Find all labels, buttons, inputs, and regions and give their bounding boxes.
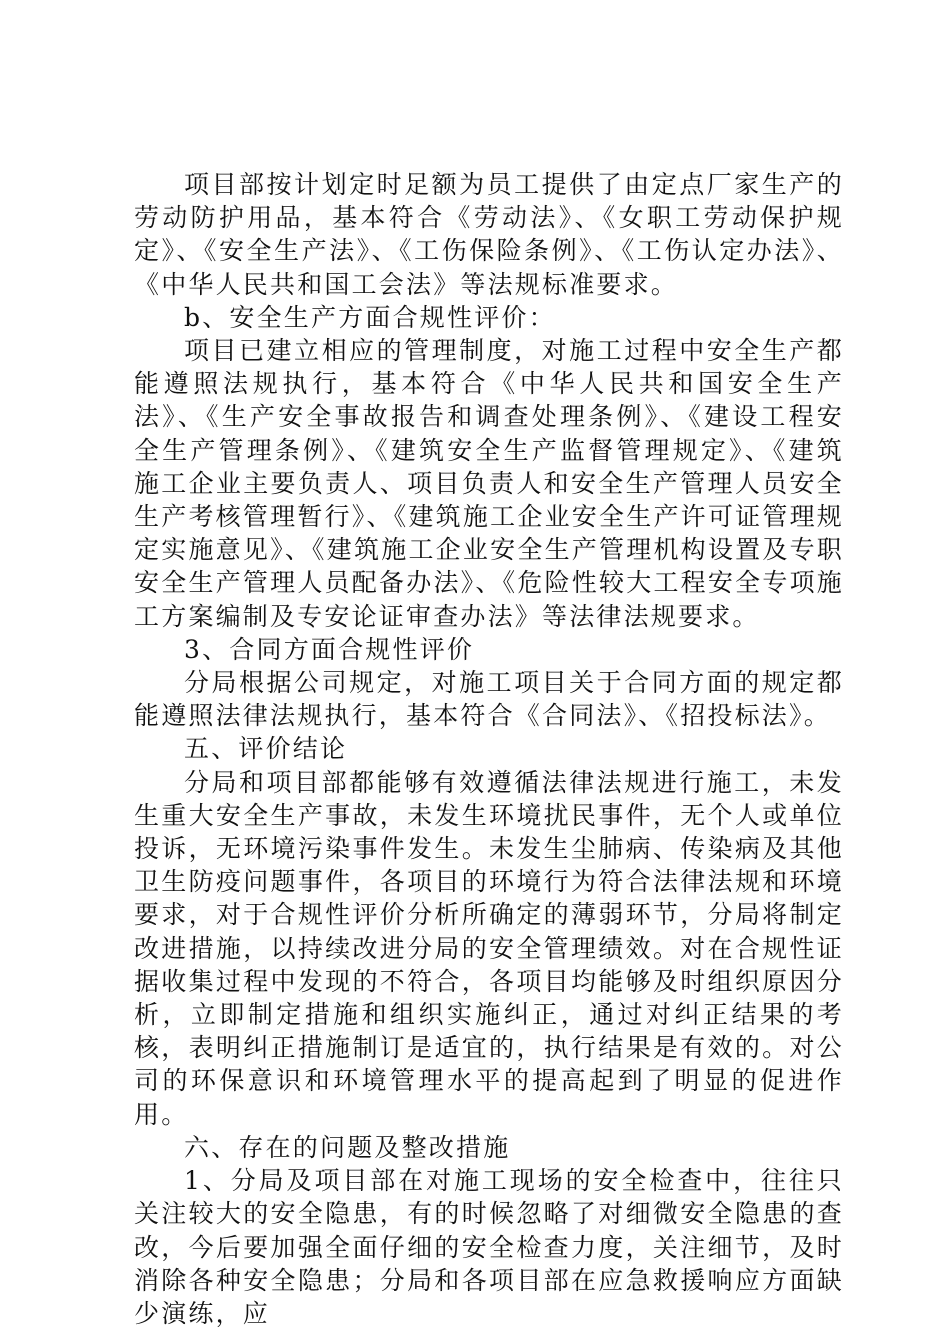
heading-problems-measures: 六、存在的问题及整改措施 xyxy=(184,1132,511,1162)
paragraph-safety-compliance: 项目已建立相应的管理制度，对施工过程中安全生产都能遵照法规执行，基本符合《中华人民共和国安全生产法》、《生产安全事故报告和调查处理条例》、《建设工程安全生产管理条例》、《建筑安全生产监督管理规定》、《建筑施工企业主要负责人、项目负责人和安全生产管理人员安全生产考核管理暂行》、《建筑施工企业安全生产许可证管理规定实施意见》、《建筑施工企业安全生产管理机构设置及专职安全生产管理人员配备办法》、《危险性较大工程安全专项施工方案编制及专安论证审查办法》等法律法规要求。 xyxy=(134,336,844,631)
paragraph-contract-compliance: 分局根据公司规定，对施工项目关于合同方面的规定都能遵照法律法规执行，基本符合《合同法》、《招投标法》。 xyxy=(134,668,844,731)
heading-safety-compliance: b、安全生产方面合规性评价： xyxy=(184,302,556,332)
heading-contract-compliance: 3、合同方面合规性评价 xyxy=(184,634,475,664)
paragraph-problems-measures: 1、分局及项目部在对施工现场的安全检查中，往往只关注较大的安全隐患，有的时候忽略了对细微安全隐患的查改，今后要加强全面仔细的安全检查力度，关注细节，及时消除各种安全隐患；分局和各项目部在应急救援响应方面缺少演练，应 xyxy=(134,1166,844,1328)
document-body xyxy=(134,168,844,1330)
heading-evaluation-conclusion: 五、评价结论 xyxy=(184,734,348,764)
paragraph-ppe: 项目部按计划定时足额为员工提供了由定点厂家生产的劳动防护用品，基本符合《劳动法》、《女职工劳动保护规定》、《安全生产法》、《工伤保险条例》、《工伤认定办法》、《中华人民共和国工会法》等法规标准要求。 xyxy=(134,170,844,299)
paragraph-evaluation-conclusion: 分局和项目部都能够有效遵循法律法规进行施工，未发生重大安全生产事故，未发生环境扰民事件，无个人或单位投诉，无环境污染事件发生。未发生尘肺病、传染病及其他卫生防疫问题事件，各项目的环境行为符合法律法规和环境要求，对于合规性评价分析所确定的薄弱环节，分局将制定改进措施，以持续改进分局的安全管理绩效。对在合规性证据收集过程中发现的不符合，各项目均能够及时组织原因分析，立即制定措施和组织实施纠正，通过对纠正结果的考核，表明纠正措施制订是适宜的，执行结果是有效的。对公司的环保意识和环境管理水平的提高起到了明显的促进作用。 xyxy=(134,767,844,1129)
